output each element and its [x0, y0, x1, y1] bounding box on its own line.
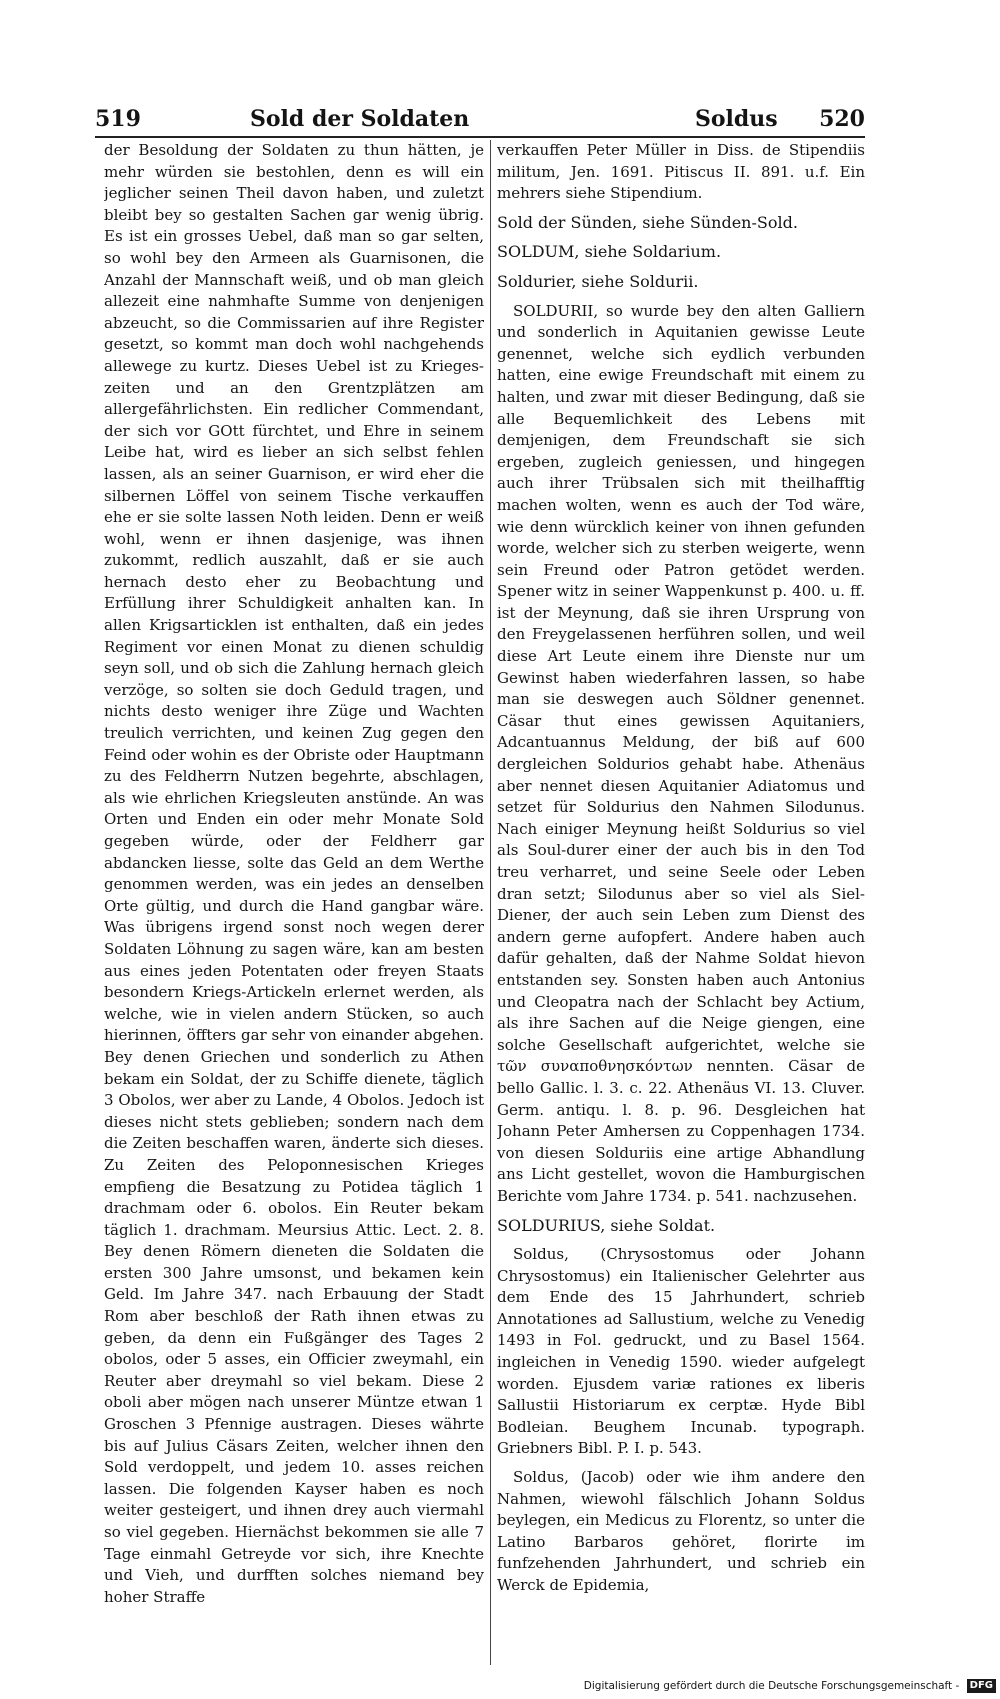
- cross-reference-sold-der-suenden: Sold der Sünden, siehe Sünden-Sold.: [497, 212, 798, 232]
- entry-soldus-chrysostomus: Soldus, (Chrysostomus oder Johann Chrysostomus) ein Italienischer Gelehrter aus dem Ende des 15 Jahrhundert, schrieb Annotationes ad Sallustium, welche zu Venedig 1493 in Fol. gedruckt, und zu Basel 1564. ingleichen in Venedig 1590. wieder aufgelegt worden. Ejusdem variæ rationes ex liberis Sallustii Historiarum ex cerptæ. Hyde Bibl Bodleian. Beughem Incunab. typograph. Griebners Bibl. P. I. p. 543.: [497, 1245, 865, 1458]
- dfg-logo: DFG: [967, 1679, 996, 1693]
- continuation-paragraph: verkauffen Peter Müller in Diss. de Stipendiis militum, Jen. 1691. Pitiscus II. 891. u.f. Ein mehrers siehe Stipendium.: [497, 141, 865, 203]
- left-column-paragraph: der Besoldung der Soldaten zu thun hätten, je mehr würden sie bestohlen, denn es will ein jeglicher seinen Theil davon haben, und zuletzt bleibt bey so gestalten Sachen gar wenig übrig. Es ist ein grosses Uebel, daß man so gar selten, so wohl bey den Armeen als Guarnisonen, die Anzahl der Mannschaft weiß, und ob man gleich allezeit eine nahmhafte Summe von denjenigen abzeucht, so die Commissarien auf ihre Register gesetzt, so kommt man doch wohl nachgehends allewege zu kurtz. Dieses Uebel ist zu Krieges-zeiten und an den Grentzplätzen am allergefährlichsten. Ein redlicher Commendant, der sich vor GOtt fürchtet, und Ehre in seinem Leibe hat, wird es lieber an sich selbst fehlen lassen, als an seiner Guarnison, er wird eher die silbernen Löffel von seinem Tische verkauffen ehe er sie solte lassen Noth leiden. Denn er weiß wohl, wenn er ihnen dasjenige, was ihnen zukommt, redlich auszahlt, daß er sie auch hernach desto eher zu Beobachtung und Erfüllung ihrer Schuldigkeit anhalten kan. In allen Krigsarticklen ist enthalten, daß ein jedes Regiment vor einen Monat zu dienen schuldig seyn soll, und ob sich die Zahlung hernach gleich verzöge, so solten sie doch Geduld tragen, und nichts desto weniger ihre Züge und Wachten treulich verrichten, und keinen Zug gegen den Feind oder wohin es der Obriste oder Hauptmann zu des Feldherrn Nutzen begehrte, abschlagen, als wie ehrlichen Kriegsleuten anstünde. An was Orten und Enden ein oder mehr Monate Sold gegeben würde, oder der Feldherr gar abdancken liesse, solte das Geld an dem Werthe genommen werden, was ein jedes an denselben Orte gültig, und durch die Hand gangbar wäre. Was übrigens irgend sonst noch wegen derer Soldaten Löhnung zu sagen wäre, kan am besten aus eines jeden Potentaten oder freyen Staats besondern Kriegs-Artickeln erlernet werden, als welche, wie in vielen andern Stücken, so auch hierinnen, öffters gar sehr von einander abgehen. Bey denen Griechen und sonderlich zu Athen bekam ein Soldat, der zu Schiffe dienete, täglich 3 Obolos, wer aber zu Lande, 4 Obolos. Jedoch ist dieses nicht stets geblieben; sondern nach dem die Zeiten beschaffen waren, änderte sich dieses. Zu Zeiten des Peloponnesischen Krieges empfieng die Besatzung zu Potidea täglich 1 drachmam oder 6. obolos. Ein Reuter bekam täglich 1. drachmam. Meursius Attic. Lect. 2. 8. Bey denen Römern dieneten die Soldaten die ersten 300 Jahre umsonst, und bekamen kein Geld. Im Jahre 347. nach Erbauung der Stadt Rom aber beschloß der Rath ihnen etwas zu geben, da denn ein Fußgänger des Tages 2 obolos, oder 5 asses, ein Officier zweymahl, ein Reuter aber dreymahl so viel bekam. Diese 2 oboli aber mögen nach unserer Müntze etwan 1 Groschen 3 Pfennige austragen. Dieses währte bis auf Julius Cäsars Zeiten, welcher ihnen den Sold verdoppelt, und jedem 10. asses reichen lassen. Die folgenden Kayser haben es noch weiter gesteigert, und ihnen drey auch viermahl so viel gegeben. Hiernächst bekommen sie alle 7 Tage einmahl Getreyde vor sich, ihre Knechte und Vieh, und durfften solches niemand bey hoher Straffe: [104, 141, 484, 1606]
- running-title-left: Sold der Soldaten: [250, 106, 470, 132]
- entry-soldurii: SOLDURII, so wurde bey den alten Galliern und sonderlich in Aquitanien gewisse Leute genennet, welche sich eydlich verbunden hatten, eine ewige Freundschaft mit einem zu halten, und zwar mit dieser Bedingung, daß sie alle Bequemlichkeit des Lebens mit demjenigen, dem Freundschaft sie sich ergeben, zugleich geniessen, und hingegen auch ihrer Trübsalen sich mit theilhafftig machen wolten, wenn es auch der Tod wäre, wie denn würcklich keiner von ihnen gefunden worde, welcher sich zu sterben weigerte, wenn sein Freund oder Patron getödet werden. Spener witz in seiner Wappenkunst p. 400. u. ff. ist der Meynung, daß sie ihren Ursprung von den Freygelassenen herführen sollen, und weil diese Art Leute einem ihre Dienste nur um Gewinst haben wiederfahren lassen, so habe man sie deswegen auch Söldner genennet. Cäsar thut eines gewissen Aquitaniers, Adcantuannus Meldung, der biß auf 600 dergleichen Soldurios gehabt habe. Athenäus aber nennet diesen Aquitanier Adiatomus und setzet für Soldurius den Nahmen Silodunus. Nach einiger Meynung heißt Soldurius so viel als Soul-durer einer der auch bis in den Tod treu verharret, und seine Seele oder Leben dran setzt; Silodunus aber so viel als Siel-Diener, der auch sein Leben zum Dienst des andern gerne aufopfert. Andere haben auch dafür gehalten, daß der Nahme Soldat hievon entstanden sey. Sonsten haben auch Antonius und Cleopatra nach der Schlacht bey Actium, als ihre Sachen auf die Neige giengen, eine solche Gesellschaft aufgerichtet, welche sie τῶν συναποθνησκόντων nennten. Cäsar de bello Gallic. l. 3. c. 22. Athenäus VI. 13. Cluver. Germ. antiqu. l. 8. p. 96. Desgleichen hat Johann Peter Amhersen zu Coppenhagen 1734. von diesen Solduriis eine artige Abhandlung ans Licht gestellet, wovon die Hamburgischen Berichte vom Jahre 1734. p. 541. nachzusehen.: [497, 301, 865, 1205]
- cross-reference-soldurius: SOLDURIUS, siehe Soldat.: [497, 1215, 716, 1235]
- footer-text: Digitalisierung gefördert durch die Deutsche Forschungsgemeinschaft -: [583, 1680, 960, 1692]
- entry-soldus-jacob: Soldus, (Jacob) oder wie ihm andere den Nahmen, wiewohl fälschlich Johann Soldus beylegen, ein Medicus zu Florentz, so unter die Latino Barbaros gehöret, florirte im funfzehenden Jahrhundert, und schrieb ein Werck de Epidemia,: [497, 1468, 865, 1594]
- left-column: [104, 140, 484, 1665]
- page-number-right: 520: [819, 106, 865, 132]
- running-header: [95, 104, 865, 134]
- digitization-footer: [580, 1676, 996, 1696]
- cross-reference-soldurier: Soldurier, siehe Soldurii.: [497, 271, 699, 291]
- cross-reference-soldum: SOLDUM, siehe Soldarium.: [497, 242, 722, 262]
- page-number-left: 519: [95, 106, 141, 132]
- right-column: [497, 140, 865, 1665]
- column-divider: [490, 140, 491, 1665]
- running-title-right: Soldus: [695, 106, 778, 132]
- header-rule: [95, 136, 865, 138]
